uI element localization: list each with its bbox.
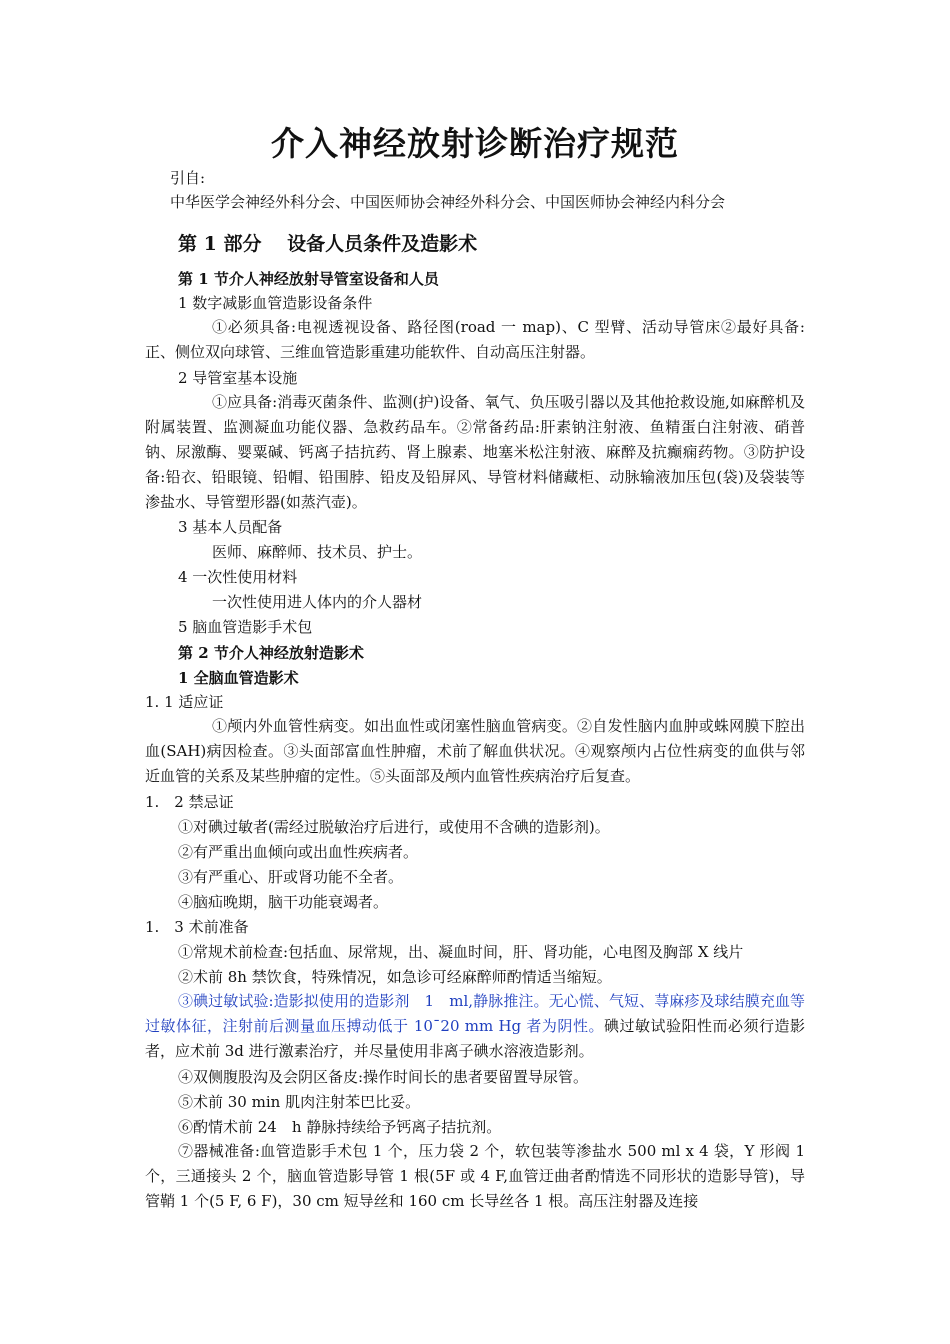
s2-1-2-title: 1. 2 禁忌证 xyxy=(145,793,234,811)
citation-label: 引自: xyxy=(170,169,206,187)
s1-item4-title: 4 一次性使用材料 xyxy=(178,568,298,586)
s2-1-3-item7: ⑦器械准备:血管造影手术包 1 个，压力袋 2 个，软包装等渗盐水 500 ml x 4 袋，Y 形阀 1 个，三通接头 2 个，脑血管造影导管 1 根(5F 或 4 F,血管迂曲者酌情选不同形状的造影导管)，导管鞘 1 个(5 F, 6 F)，30 cm 短导丝和 160 cm 长导丝各 1 根。高压注射器及连接 xyxy=(145,1142,805,1210)
list-item: ③有严重心、肝或肾功能不全者。 xyxy=(178,868,404,886)
s1-item1-title: 1 数字减影血管造影设备条件 xyxy=(178,294,373,312)
s1-item3-title: 3 基本人员配备 xyxy=(178,518,283,536)
s1-item1-body: ①必须具备:电视透视设备、路径图(road 一 map)、C 型臂、活动导管床②最好具备:正、侧位双向球管、三维血管造影重建功能软件、自动高压注射器。 xyxy=(145,318,805,361)
list-item: ②有严重出血倾向或出血性疾病者。 xyxy=(178,843,419,861)
citation-orgs: 中华医学会神经外科分会、中国医师协会神经外科分会、中国医师协会神经内科分会 xyxy=(170,193,726,211)
document-title: 介入神经放射诊断治疗规范 xyxy=(271,124,679,163)
s2-1-3-item4: ④双侧腹股沟及会阴区备皮:操作时间长的患者要留置导尿管。 xyxy=(178,1068,589,1086)
s2-1-3-item2: ②术前 8h 禁饮食，特殊情况，如急诊可经麻醉师酌情适当缩短。 xyxy=(178,968,612,986)
s2-1-3-item3-highlight: ③碘过敏试验:造影拟使用的造影剂 1 ml,静脉推注。无心慌、气短、荨麻疹及球结膜充血等过敏体征，注射前后测量血压搏动低于 10¯20 mm Hg 者为阴性。 xyxy=(145,992,805,1035)
s1-item5-title: 5 脑血管造影手术包 xyxy=(178,618,313,636)
s1-item2-body: ①应具备:消毒灭菌条件、监测(护)设备、氧气、负压吸引器以及其他抢救设施,如麻醉机及附属装置、监测凝血功能仪器、急救药品车。②常备药品:肝素钠注射液、鱼精蛋白注射液、硝普钠、尿激酶、婴粟碱、钙离子拮抗药、肾上腺素、地塞米松注射液、麻醉及抗癫痫药物。③防护设备:铅衣、铅眼镜、铅帽、铅围脖、铅皮及铅屏风、导管材料储藏柜、动脉输液加压包(袋)及袋装等渗盐水、导管塑形器(如蒸汽壶)。 xyxy=(145,393,805,511)
s2-1-3-item1: ①常规术前检查:包括血、尿常规，出、凝血时间，肝、肾功能，心电图及胸部 X 线片 xyxy=(178,943,744,961)
s2-1-3-item3-rest: 碘过敏试验阳性而必须行造影者，应术前 3d 进行激素治疗，并尽量使用非离子碘水溶液造影剂。 xyxy=(145,1017,805,1060)
list-item: ④脑疝晚期，脑干功能衰竭者。 xyxy=(178,893,389,911)
s2-1-3-item3 xyxy=(145,989,805,1064)
s2-1-1-title: 1. 1 适应证 xyxy=(145,693,224,711)
s2-1-3-title: 1. 3 术前准备 xyxy=(145,918,249,936)
section1-heading: 第 1 节介人神经放射导管室设备和人员 xyxy=(178,270,439,288)
s2-sub1-heading: 1 全脑血管造影术 xyxy=(178,669,299,687)
part1-heading: 第 1 部分 设备人员条件及造影术 xyxy=(178,233,478,255)
section2-heading: 第 2 节介人神经放射造影术 xyxy=(178,644,364,662)
s2-1-3-item5: ⑤术前 30 min 肌肉注射苯巴比妥。 xyxy=(178,1093,421,1111)
s2-1-1-body: ①颅内外血管性病变。如出血性或闭塞性脑血管病变。②自发性脑内血肿或蛛网膜下腔出血(SAH)病因检查。③头面部富血性肿瘤，术前了解血供状况。④观察颅内占位性病变的血供与邻近血管的关系及某些肿瘤的定性。⑤头面部及颅内血管性疾病治疗后复查。 xyxy=(145,717,805,785)
s2-1-3-item6: ⑥酌情术前 24 h 静脉持续给予钙离子拮抗剂。 xyxy=(178,1118,502,1136)
s1-item4-body: 一次性使用进人体内的介人器材 xyxy=(212,593,423,611)
s1-item3-body: 医师、麻醉师、技术员、护士。 xyxy=(212,543,423,561)
list-item: ①对碘过敏者(需经过脱敏治疗后进行，或使用不含碘的造影剂)。 xyxy=(178,818,610,836)
s1-item2-title: 2 导管室基本设施 xyxy=(178,369,298,387)
